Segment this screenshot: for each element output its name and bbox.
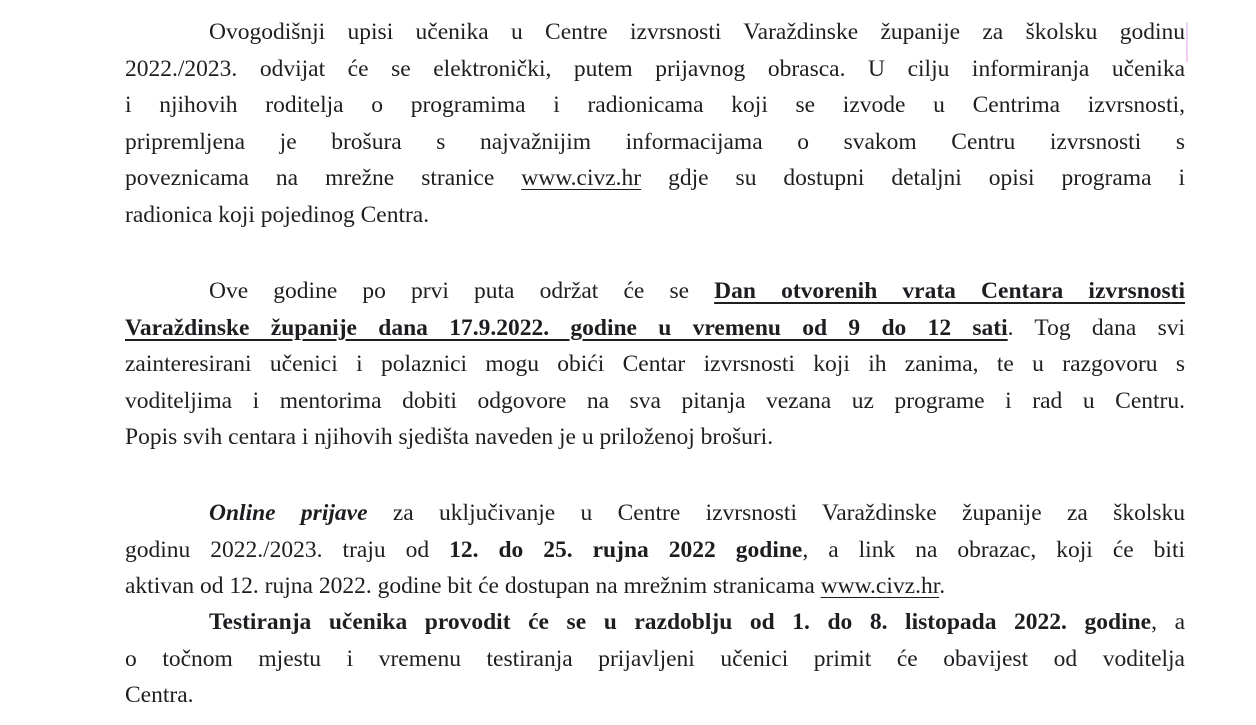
text-line	[125, 568, 1185, 605]
application-period: 12. do 25. rujna 2022 godine	[449, 536, 803, 563]
text-segment: , a	[1151, 609, 1185, 635]
text-line: i njihovih roditelja o programima i radionicama koji se izvode u Centrima izvrsnosti,	[125, 92, 1185, 118]
paragraph-open-day	[125, 273, 1185, 456]
civz-website-link[interactable]: www.civz.hr	[521, 165, 642, 191]
text-line: pripremljena je brošura s najvažnijim informacijama o svakom Centru izvrsnosti s	[125, 128, 1185, 155]
text-line: 2022./2023. odvijat će se elektronički, putem prijavnog obrasca. U cilju informiranja učenika	[125, 55, 1185, 82]
paragraph-testing	[125, 604, 1185, 714]
scan-artifact	[1186, 22, 1188, 62]
text-segment: godinu 2022./2023. traju od	[125, 536, 430, 563]
text-segment: . Tog dana svi	[1007, 314, 1185, 341]
text-line: Centra.	[125, 682, 194, 708]
paragraph-enrollment-info	[125, 14, 1185, 233]
text-line	[125, 273, 1185, 310]
open-day-highlight: Dan otvorenih vrata Centara izvrsnosti	[714, 278, 1186, 304]
online-applications-heading: Online prijave	[209, 500, 368, 526]
text-segment: , a link na obrazac, koji će biti	[802, 536, 1185, 563]
testing-period-highlight: Testiranja učenika provodit će se u razdoblju od 1. do 8. listopada 2022. godine	[209, 609, 1152, 635]
text-segment: za uključivanje u Centre izvrsnosti Varaždinske županije za školsku	[392, 500, 1185, 526]
text-line	[125, 160, 1185, 197]
text-line	[125, 532, 1185, 569]
text-line	[125, 495, 1185, 532]
text-line: radionica koji pojedinog Centra.	[125, 201, 430, 228]
text-line: voditeljima i mentorima dobiti odgovore na sva pitanja vezana uz programe i rad u Centru.	[125, 387, 1185, 414]
text-line: Popis svih centara i njihovih sjedišta naveden je u priloženoj brošuri.	[125, 424, 774, 450]
text-line	[125, 310, 1185, 347]
paragraph-online-applications	[125, 495, 1185, 605]
text-segment: Ove godine po prvi puta održat će se	[209, 278, 690, 304]
open-day-date-highlight: Varaždinske županije dana 17.9.2022. godine u vremenu od 9 do 12 sati	[125, 314, 1008, 341]
text-segment: aktivan od 12. rujna 2022. godine bit će dostupan na mrežnim stranicama	[125, 573, 815, 599]
text-line: zainteresirani učenici i polaznici mogu obići Centar izvrsnosti koji ih zanima, te u razgovoru s	[125, 351, 1185, 377]
text-segment: poveznicama na mrežne stranice	[125, 165, 495, 191]
text-segment: gdje su dostupni detaljni opisi programa i	[668, 165, 1186, 191]
civz-website-link[interactable]: www.civz.hr	[820, 573, 940, 599]
text-segment: .	[939, 573, 946, 599]
text-line	[125, 604, 1185, 641]
text-line: Ovogodišnji upisi učenika u Centre izvrsnosti Varaždinske županije za školsku godinu	[209, 19, 1185, 45]
text-line: o točnom mjestu i vremenu testiranja prijavljeni učenici primit će obavijest od voditelja	[125, 645, 1185, 672]
